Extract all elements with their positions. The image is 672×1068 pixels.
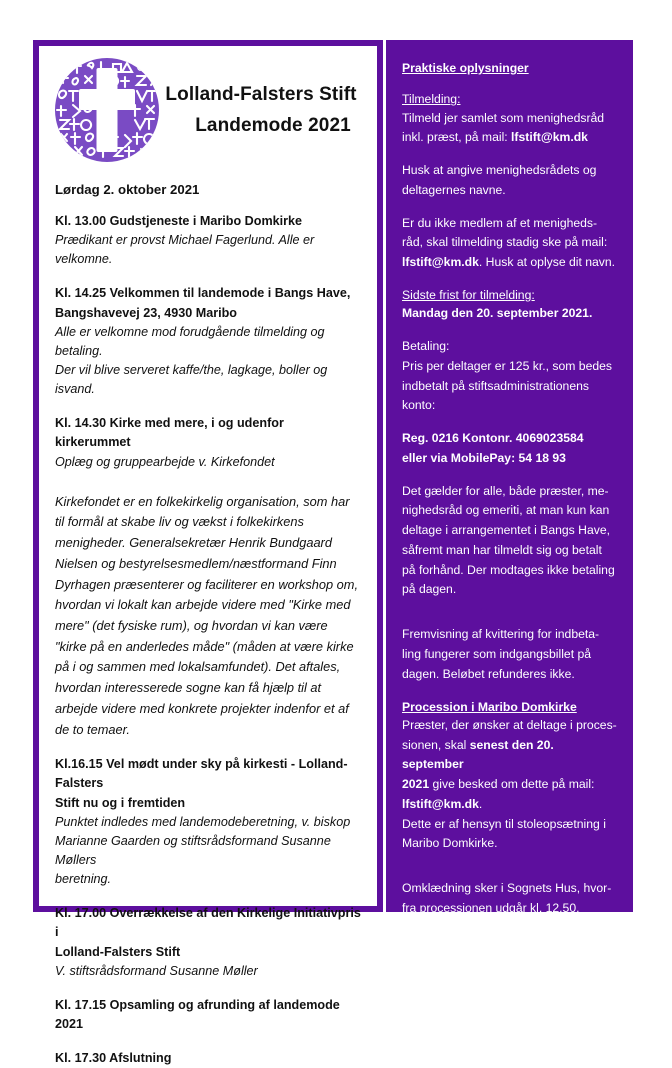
changing-room-block — [402, 879, 617, 919]
procession-line-2 — [402, 736, 617, 776]
program-item-detail: Marianne Gaarden og stiftsrådsformand Susanne Møllers — [55, 833, 331, 868]
receipt-line-1: Fremvisning af kvittering for indbeta- — [402, 627, 600, 642]
non-member-block — [402, 214, 617, 273]
program-item-detail: Punktet indledes med landemodeberetning, v. biskop — [55, 814, 351, 829]
program-item — [55, 904, 361, 981]
receipt-block — [402, 625, 617, 684]
applies-line-2: nighedsråd og emeriti, at man kun kan — [402, 503, 610, 518]
cross-horizontal-bar — [79, 89, 135, 110]
page-subtitle: Landemode 2021 — [195, 115, 351, 136]
program-item-heading: Kl. 17.15 Opsamling og afrunding af landemode 2021 — [55, 997, 340, 1031]
registration-label: Tilmelding: — [402, 92, 461, 107]
registration-line-1: Tilmeld jer samlet som menighedsråd — [402, 110, 605, 125]
account-number: Reg. 0216 Kontonr. 4069023584 — [402, 431, 584, 446]
registration-block — [402, 90, 617, 148]
procession-line-2-text: sionen, skal — [402, 737, 470, 752]
changing-room-line-2: fra processionen udgår kl. 12.50. — [402, 900, 580, 915]
program-item-heading: Kl.16.15 Vel mødt under sky på kirkesti - Lolland-Falsters — [55, 757, 348, 791]
procession-deadline-part2: 2021 — [402, 777, 430, 792]
remember-line-2: deltagernes navne. — [402, 182, 506, 197]
mobilepay-number: eller via MobilePay: 54 18 93 — [402, 450, 566, 465]
program-item — [55, 284, 361, 399]
non-member-line-3 — [402, 253, 617, 273]
deadline-value: Mandag den 20. september 2021. — [402, 306, 593, 321]
procession-heading: Procession i Maribo Domkirke — [402, 699, 577, 714]
registration-line-2 — [402, 128, 617, 148]
deadline-label: Sidste frist for tilmelding: — [402, 287, 535, 302]
registration-line-2-text: inkl. præst, på mail: — [402, 130, 512, 145]
changing-room-line-1: Omklædning sker i Sognets Hus, hvor- — [402, 881, 612, 896]
program-item-detail: Alle er velkomne mod forudgående tilmelding og betaling. — [55, 324, 325, 358]
receipt-line-3: dagen. Beløbet refunderes ikke. — [402, 666, 575, 681]
applies-line-1: Det gælder for alle, både præster, me- — [402, 483, 609, 498]
receipt-line-2: ling fungerer som indgangsbillet på — [402, 646, 592, 661]
non-member-line-1: Er du ikke medlem af et menigheds- — [402, 215, 598, 230]
applies-line-3: deltage i arrangementet i Bangs Have, — [402, 523, 610, 538]
program-item-detail: Prædikant er provst Michael Fagerlund. Alle er velkomne. — [55, 233, 315, 267]
program-item — [55, 755, 361, 889]
remember-names-block — [402, 161, 617, 201]
lolland-falsters-stift-cross-logo — [55, 58, 159, 162]
remember-line-1: Husk at angive menighedsrådets og — [402, 163, 597, 178]
payment-line-1: Pris per deltager er 125 kr., som bedes — [402, 358, 613, 373]
payment-line-2: indbetalt på stiftsadministrationens — [402, 378, 589, 393]
program-panel-inner — [39, 46, 377, 1066]
program-item-heading: Kl. 17.00 Overrækkelse af den Kirkelige Initiativpris i — [55, 906, 361, 940]
payment-label: Betaling: — [402, 339, 450, 354]
applies-to-all-block — [402, 482, 617, 601]
program-item-detail: Der vil blive serveret kaffe/the, lagkage, boller og isvand. — [55, 362, 328, 397]
program-item — [55, 1049, 361, 1068]
poster-titles — [165, 79, 361, 142]
program-item-heading-cont: Lolland-Falsters Stift — [55, 944, 181, 959]
program-item-detail: Oplæg og gruppearbejde v. Kirkefondet — [55, 454, 275, 469]
procession-line-1: Præster, der ønsker at deltage i proces- — [402, 717, 617, 732]
event-date: Lørdag 2. oktober 2021 — [55, 182, 200, 197]
procession-line-6: Maribo Domkirke. — [402, 836, 498, 851]
program-item-heading-cont: Stift nu og i fremtiden — [55, 795, 186, 810]
program-item-heading-cont: Bangshavevej 23, 4930 Maribo — [55, 305, 238, 320]
program-item-heading: Kl. 14.25 Velkommen til landemode i Bangs Have, — [55, 286, 351, 301]
kirkefondet-paragraph: Kirkefondet er en folkekirkelig organisation, som har til formål at skabe liv og vækst i folkekirkens menigheder. Generalsekretær Henrik Bundgaard Nielsen og bestyrelsesmedlem/næstformand Finn Dyrhagen præsenterer og faciliterer en workshop om, hvordan vi lokalt kan arbejde videre med "Kirke med mere" (det fysiske rum), og hvordan vi kan være "kirke på en anderledes måde" (måden at være kirke på i og sammen med lokalsamfundet). Det aftales, hvordan interesserede sogne kan få hjælp til at arbejde videre med konkrete projekter indenfor et af de to temaer. — [55, 493, 359, 737]
program-item — [55, 996, 361, 1034]
program-item-heading: Kl. 17.30 Afslutning — [55, 1051, 172, 1066]
applies-line-5: på forhånd. Der modtages ikke betaling — [402, 562, 615, 577]
program-item-heading: Kl. 13.00 Gudstjeneste i Maribo Domkirke — [55, 214, 303, 228]
procession-email[interactable]: lfstift@km.dk — [402, 796, 479, 811]
poster-header — [55, 54, 361, 166]
page-title: Lolland-Falsters Stift — [165, 83, 357, 105]
program-item-detail: beretning. — [55, 872, 112, 887]
program-item — [55, 212, 361, 269]
program-panel — [33, 40, 383, 1066]
procession-deadline-part1: senest den 20. september — [402, 737, 554, 772]
applies-line-6: på dagen. — [402, 582, 457, 597]
practical-info-panel — [386, 40, 633, 915]
procession-line-5: Dette er af hensyn til stoleopsætning i — [402, 816, 606, 831]
procession-line-3 — [402, 775, 617, 795]
program-item-heading: Kl. 14.30 Kirke med mere, i og udenfor kirkerummet — [55, 416, 284, 450]
procession-line-4 — [402, 795, 617, 815]
procession-line-3-tail: give besked om dette på mail: — [429, 777, 595, 792]
non-member-line-2: råd, skal tilmelding stadig ske på mail: — [402, 235, 608, 250]
applies-line-4: såfremt man har tilmeldt sig og betalt — [402, 542, 602, 557]
program-item — [55, 414, 361, 471]
procession-email-tail: . — [478, 796, 483, 811]
deadline-block — [402, 286, 617, 324]
non-member-email-tail: . Husk at oplyse dit navn. — [478, 255, 616, 270]
procession-block — [402, 698, 617, 855]
payment-line-3: konto: — [402, 398, 436, 413]
non-member-email[interactable]: lfstift@km.dk — [402, 255, 479, 270]
practical-info-heading: Praktiske oplysninger — [402, 61, 529, 75]
payment-block — [402, 337, 617, 416]
account-block — [402, 429, 617, 469]
program-item-detail: V. stiftsrådsformand Susanne Møller — [55, 963, 258, 978]
registration-email[interactable]: lfstift@km.dk — [511, 130, 588, 145]
